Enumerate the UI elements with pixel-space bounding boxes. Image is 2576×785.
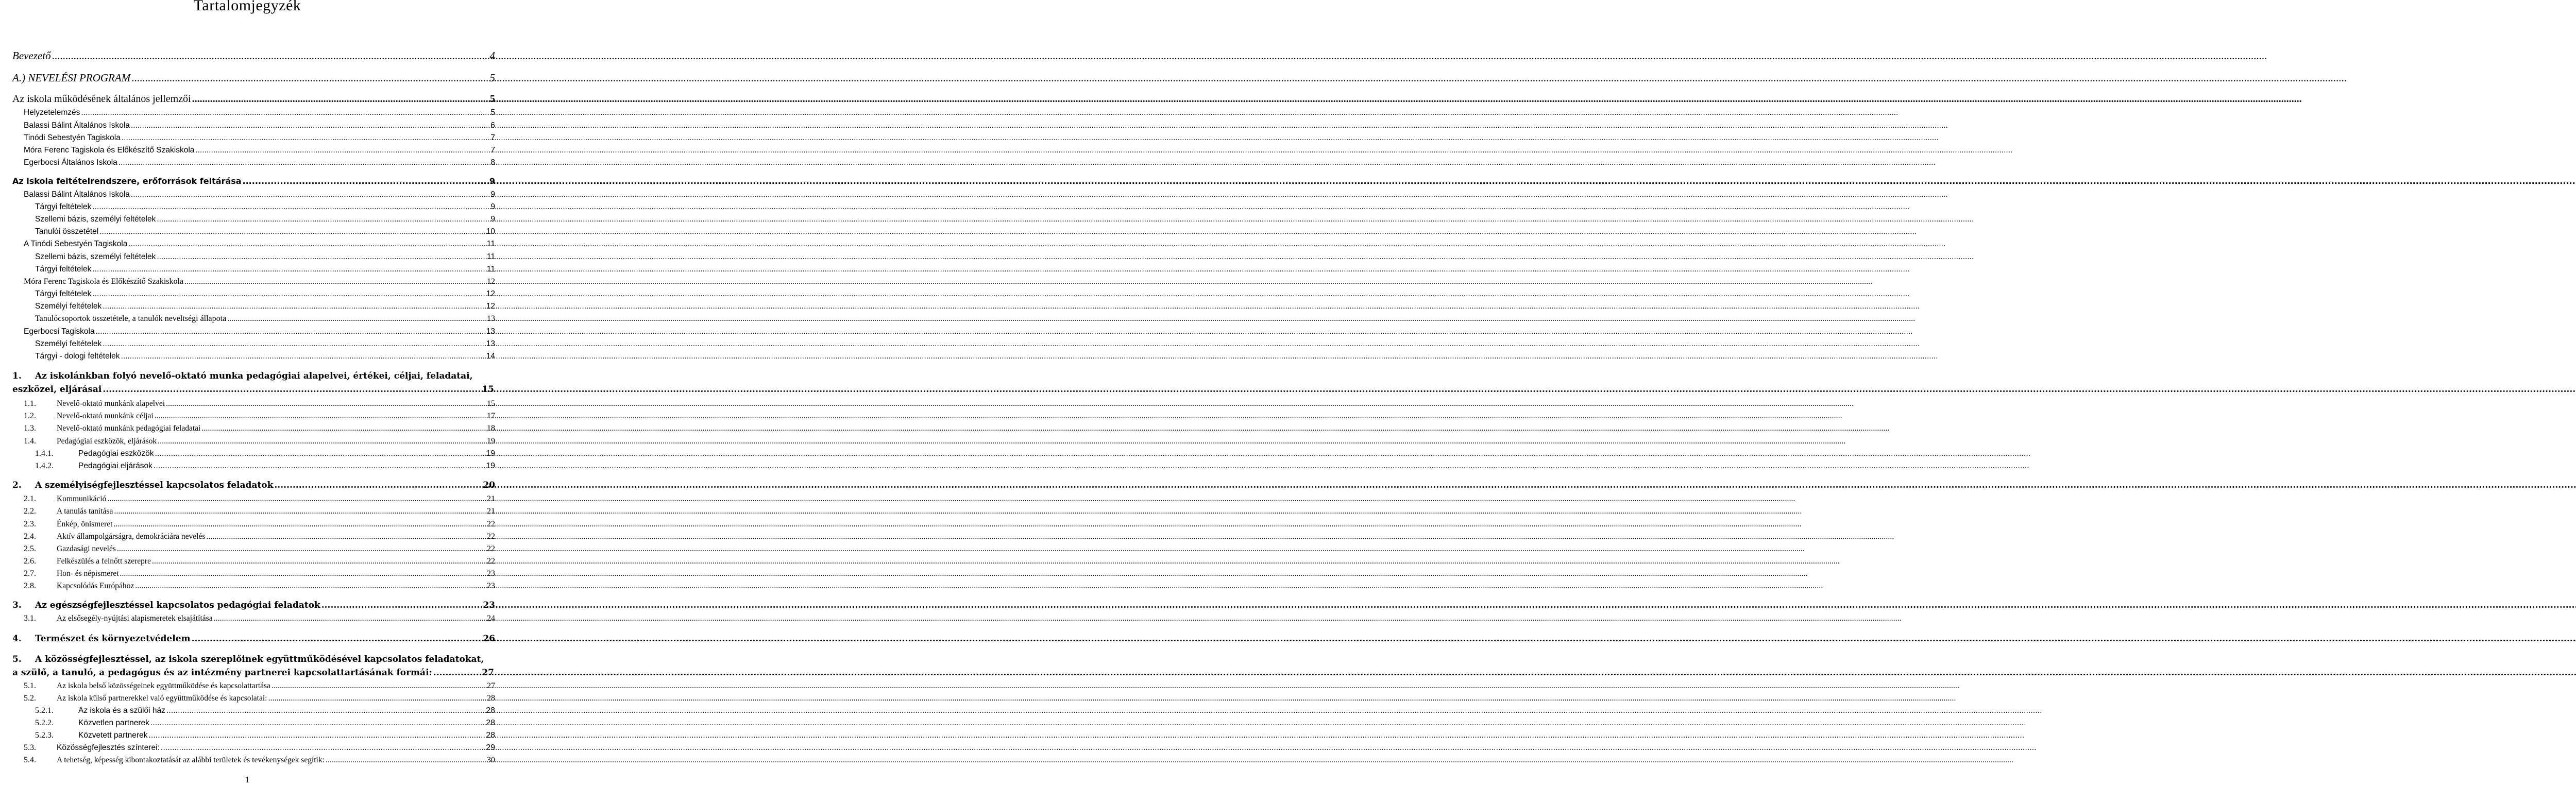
- toc-label: Szellemi bázis, személyi feltételek: [35, 252, 156, 261]
- toc-entry[interactable]: [24, 276, 495, 287]
- toc-page: 22: [487, 532, 495, 541]
- toc-number: 2.1.: [24, 494, 36, 503]
- toc-page: 22: [487, 520, 495, 528]
- toc-page: 5: [489, 72, 495, 84]
- toc-number: 3.1.: [24, 614, 36, 623]
- toc-number: 2.: [12, 480, 22, 490]
- toc-label: Pedagógiai eszközök, eljárások: [57, 437, 157, 446]
- toc-entry[interactable]: [24, 422, 495, 435]
- toc-label: Tanulói összetétel: [35, 227, 99, 236]
- toc-entry[interactable]: [24, 120, 495, 131]
- toc-entry[interactable]: [24, 742, 495, 754]
- toc-label: Móra Ferenc Tagiskola és Előkészítő Szakiskola: [24, 146, 195, 155]
- toc-page: 23: [487, 582, 495, 590]
- toc-number: 5.: [12, 654, 22, 664]
- toc-entry[interactable]: [24, 410, 495, 422]
- toc-page: 28: [487, 694, 495, 703]
- toc-page: 11: [486, 252, 495, 261]
- toc-number: 5.2.2.: [35, 719, 54, 727]
- toc-entry[interactable]: [35, 729, 495, 742]
- toc-number: 5.1.: [24, 681, 36, 690]
- toc-entry[interactable]: [24, 580, 495, 592]
- toc-page: 21: [487, 507, 495, 516]
- toc-label: Az egészségfejlesztéssel kapcsolatos pedagógiai feladatok: [35, 600, 320, 610]
- toc-label: Kapcsolódás Európához: [57, 582, 134, 590]
- toc-label: Helyzetelemzés: [24, 108, 80, 117]
- toc-label: Az iskola feltételrendszere, erőforrások feltárása: [12, 176, 242, 186]
- toc-page: 28: [486, 706, 495, 715]
- toc-label: Tanulócsoportok összetétele, a tanulók neveltségi állapota: [35, 314, 227, 323]
- toc-entry[interactable]: [24, 238, 495, 250]
- toc-number: 2.6.: [24, 557, 36, 566]
- toc-entry[interactable]: [24, 435, 495, 448]
- toc-page: 29: [486, 743, 495, 752]
- toc-entry[interactable]: [24, 754, 495, 766]
- toc-page: 10: [486, 227, 495, 236]
- toc-entry[interactable]: [35, 313, 495, 325]
- toc-label: Tárgyi feltételek: [35, 265, 92, 274]
- toc-number: 3.: [12, 600, 22, 610]
- toc-label: Szellemi bázis, személyi feltételek: [35, 215, 156, 224]
- toc-label: Tárgyi feltételek: [35, 202, 92, 211]
- toc-label: Tárgyi - dologi feltételek: [35, 352, 120, 361]
- toc-entry[interactable]: [24, 692, 495, 705]
- toc-page: 19: [486, 462, 495, 470]
- toc-entry[interactable]: [24, 326, 495, 337]
- toc-page: 23: [483, 600, 495, 610]
- toc-entry[interactable]: [24, 493, 495, 505]
- toc-number: 5.4.: [24, 756, 36, 764]
- toc-number: 2.3.: [24, 520, 36, 528]
- toc-label: Személyi feltételek: [35, 339, 102, 348]
- toc-label: A tanulás tanítása: [57, 507, 113, 516]
- toc-entry[interactable]: [35, 717, 495, 729]
- toc-entry[interactable]: [24, 107, 495, 118]
- toc-label: A közösségfejlesztéssel, az iskola szereplőinek együttműködésével kapcsolatos feladatokat,: [35, 654, 484, 664]
- toc-page: 9: [490, 202, 495, 211]
- toc-label: Pedagógiai eljárások: [78, 462, 152, 470]
- toc-page: 9: [490, 190, 495, 199]
- toc-entry[interactable]: [35, 460, 495, 472]
- toc-page: 9: [489, 176, 495, 186]
- toc-entry[interactable]: [24, 531, 495, 543]
- toc-label: Közvetlen partnerek: [78, 719, 149, 727]
- toc-page: 9: [490, 215, 495, 224]
- toc-page: 23: [487, 569, 495, 578]
- toc-number: 1.4.2.: [35, 462, 54, 470]
- toc-number: 5.3.: [24, 743, 36, 752]
- toc-label: a szülő, a tanuló, a pedagógus és az intézmény partnerei kapcsolattartásának formái:: [12, 668, 432, 678]
- toc-label: Bevezető: [12, 49, 51, 62]
- toc-label: A.) NEVELÉSI PROGRAM: [12, 72, 131, 84]
- toc-label: Közösségfejlesztés színterei:: [57, 743, 160, 752]
- toc-entry[interactable]: [35, 226, 495, 237]
- toc-entry[interactable]: [24, 568, 495, 580]
- toc-label: Természet és környezetvédelem: [35, 634, 191, 644]
- toc-label: Énkép, önismeret: [57, 520, 113, 528]
- toc-number: 1.3.: [24, 424, 36, 433]
- toc-label: eszközei, eljárásai: [12, 384, 102, 395]
- toc-entry[interactable]: [24, 612, 495, 625]
- toc-number: 2.2.: [24, 507, 36, 516]
- toc-page: 7: [490, 133, 495, 142]
- toc-page: 13: [487, 314, 495, 323]
- toc-number: 1.: [12, 371, 22, 381]
- toc-label: Az iskola és a szülői ház: [78, 706, 165, 715]
- toc-page: 28: [486, 731, 495, 740]
- toc-entry[interactable]: [24, 518, 495, 531]
- toc-label: A Tinódi Sebestyén Tagiskola: [24, 240, 128, 248]
- toc-page: 27: [482, 668, 494, 678]
- toc-page: 22: [487, 544, 495, 553]
- toc-label: Az iskolánkban folyó nevelő-oktató munka pedagógiai alapelvei, értékei, céljai, feladatai,: [35, 371, 473, 381]
- toc-page: 24: [487, 614, 495, 623]
- toc-number: 4.: [12, 634, 22, 644]
- toc-entry[interactable]: [24, 132, 495, 144]
- toc-number: 2.5.: [24, 544, 36, 553]
- toc-entry[interactable]: [35, 301, 495, 312]
- toc-page: 4: [489, 49, 495, 62]
- toc-page: 15: [487, 399, 495, 408]
- toc-entry[interactable]: [35, 264, 495, 275]
- toc-label: Az iskola külső partnerekkel való együttműködése és kapcsolatai:: [57, 694, 267, 703]
- toc-label: Móra Ferenc Tagiskola és Előkészítő Szakiskola: [24, 277, 184, 286]
- toc-page: 30: [487, 756, 495, 764]
- toc-entry[interactable]: [12, 49, 495, 62]
- toc-entry[interactable]: [24, 555, 495, 568]
- toc-label: A személyiségfejlesztéssel kapcsolatos feladatok: [35, 480, 274, 490]
- toc-page: 6: [490, 121, 495, 130]
- toc-number: 1.2.: [24, 412, 36, 420]
- toc-number: 1.1.: [24, 399, 36, 408]
- toc-page: 13: [486, 339, 495, 348]
- toc-label: Nevelő-oktató munkánk alapelvei: [57, 399, 165, 408]
- toc-page: 15: [482, 384, 494, 395]
- toc-page: 5: [490, 93, 495, 105]
- toc-chapter[interactable]: [12, 632, 495, 645]
- toc-label: Az elsősegély-nyújtási alapismeretek elsajátítása: [57, 614, 213, 623]
- toc-page: 8: [490, 158, 495, 167]
- toc-label: Balassi Bálint Általános Iskola: [24, 190, 130, 199]
- page-number: 1: [245, 775, 250, 784]
- toc-entry[interactable]: [35, 214, 495, 225]
- toc-page: 5: [490, 108, 495, 117]
- toc-label: Egerbocsi Tagiskola: [24, 327, 95, 336]
- toc-entry[interactable]: [24, 680, 495, 692]
- toc-chapter[interactable]: [12, 653, 495, 679]
- toc-entry[interactable]: [35, 705, 495, 717]
- toc-number: 5.2.3.: [35, 731, 54, 740]
- toc-label: Az iskola belső közösségeinek együttműködése és kapcsolattartása: [57, 681, 270, 690]
- toc-number: 2.7.: [24, 569, 36, 578]
- toc-page: 12: [486, 289, 495, 298]
- toc-entry[interactable]: [12, 175, 495, 188]
- toc-label: Közvetett partnerek: [78, 731, 148, 740]
- toc-number: 2.4.: [24, 532, 36, 541]
- toc-page: 20: [483, 480, 495, 490]
- toc-entry[interactable]: [12, 72, 495, 84]
- toc-chapter[interactable]: [12, 599, 495, 612]
- toc-page: 7: [490, 146, 495, 155]
- toc-page: 28: [486, 719, 495, 727]
- toc-number: 1.4.1.: [35, 449, 54, 458]
- toc-entry[interactable]: [24, 189, 495, 200]
- toc-label: Egerbocsi Általános Iskola: [24, 158, 117, 167]
- toc-entry[interactable]: [24, 157, 495, 168]
- toc-chapter[interactable]: [12, 369, 495, 396]
- toc-page: 17: [487, 412, 495, 420]
- toc-label: Tárgyi feltételek: [35, 289, 92, 298]
- toc-page: 21: [487, 494, 495, 503]
- toc-number: 2.8.: [24, 582, 36, 590]
- toc-entry[interactable]: [24, 505, 495, 518]
- toc-label: Nevelő-oktató munkánk pedagógiai feladatai: [57, 424, 201, 433]
- toc-label: Tinódi Sebestyén Tagiskola: [24, 133, 121, 142]
- toc-entry[interactable]: [35, 338, 495, 350]
- toc-entry[interactable]: [35, 448, 495, 460]
- toc-page: 14: [486, 352, 495, 361]
- toc-entry[interactable]: [35, 201, 495, 213]
- toc-number: 5.2.1.: [35, 706, 54, 715]
- toc-page: 12: [486, 302, 495, 311]
- toc-number: 1.4.: [24, 437, 36, 446]
- toc-label: Gazdasági nevelés: [57, 544, 116, 553]
- toc-page: 18: [487, 424, 495, 433]
- toc-page: 11: [486, 240, 495, 248]
- page-title: Tartalomjegyzék: [193, 0, 301, 14]
- toc-label: Nevelő-oktató munkánk céljai: [57, 412, 154, 420]
- toc-label: Felkészülés a felnőtt szerepre: [57, 557, 151, 566]
- toc-entry[interactable]: [35, 251, 495, 263]
- toc-entry[interactable]: [35, 351, 495, 362]
- toc-chapter[interactable]: [12, 479, 495, 492]
- toc-page: 26: [483, 634, 495, 644]
- toc-entry[interactable]: [24, 543, 495, 555]
- toc-page: 13: [486, 327, 495, 336]
- toc-page: 19: [486, 449, 495, 458]
- toc-label: Kommunikáció: [57, 494, 107, 503]
- toc-page: 12: [487, 277, 495, 286]
- toc-entry[interactable]: [12, 92, 495, 106]
- toc-label: Személyi feltételek: [35, 302, 102, 311]
- toc-page: 19: [487, 437, 495, 446]
- toc-label: Az iskola működésének általános jellemzői: [12, 93, 191, 105]
- toc-label: Aktív állampolgárságra, demokráciára nevelés: [57, 532, 206, 541]
- toc-page: 27: [487, 681, 495, 690]
- toc-entry[interactable]: [35, 288, 495, 300]
- toc-label: A tehetség, képesség kibontakoztatását az alábbi területek és tevékenységek segítik:: [57, 756, 325, 764]
- toc-label: Hon- és népismeret: [57, 569, 119, 578]
- toc-entry[interactable]: [24, 145, 495, 156]
- toc-page: 11: [486, 265, 495, 274]
- toc-page: 22: [487, 557, 495, 566]
- toc-label: Pedagógiai eszközök: [78, 449, 154, 458]
- toc-label: Balassi Bálint Általános Iskola: [24, 121, 130, 130]
- toc-number: 5.2.: [24, 694, 36, 703]
- toc-entry[interactable]: [24, 398, 495, 410]
